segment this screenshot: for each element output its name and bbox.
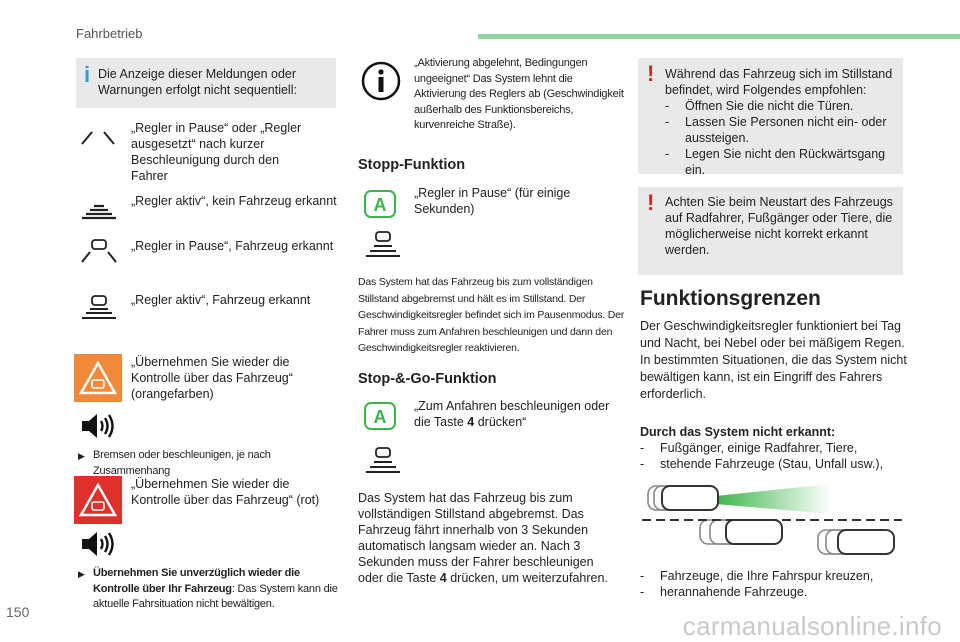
stopp-item: „Regler in Pause“ (für einige Sekunden) (414, 186, 571, 216)
svg-text:A: A (373, 195, 387, 215)
list-item: - stehende Fahrzeuge (Stau, Unfall usw.), (640, 456, 908, 472)
msg-active-vehicle: „Regler aktiv“, Fahrzeug erkannt (131, 293, 311, 307)
stopped-vehicle-icon-2 (362, 446, 404, 474)
final-warning-bold: Übernehmen Sie unverzüglich wieder die Kontrolle über Ihr Fahrzeug (93, 567, 300, 595)
msg-regulator-pause: „Regler in Pause“ oder „Regler ausgesetzt“ nach kurzer Beschleunigung durch den Fahrer (131, 121, 302, 183)
vehicle-detected-icon (78, 238, 120, 264)
info-icon (360, 60, 402, 102)
limits-heading: Funktionsgrenzen (640, 287, 821, 310)
not-detected-label: Durch das System nicht erkannt: (640, 425, 836, 439)
warning-box-1-content (665, 66, 899, 178)
warning-item: - Legen Sie nicht den Rückwärtsgang ein. (665, 146, 899, 178)
not-detected-list-1 (640, 440, 908, 472)
msg-takeover-orange: „Übernehmen Sie wieder die Kontrolle über das Fahrzeug“ (orangefarben) (131, 355, 293, 401)
stop-go-item (414, 398, 614, 430)
section-header: Fahrbetrieb (76, 26, 143, 41)
red-warning-icon (74, 476, 122, 524)
msg-pause-vehicle: „Regler in Pause“, Fahrzeug erkannt (131, 239, 334, 253)
activation-refused-text: „Aktivierung abgelehnt, Bedingungen ungeeignet“ Das System lehnt die Aktivierung des Reglers ab (Geschwindigkeit außerhalb des Funktionsbereichs, kurvenreiche Straße). (414, 57, 624, 131)
info-note-text: Die Anzeige dieser Meldungen oder Warnungen erfolgt nicht sequentiell: (98, 67, 297, 97)
limits-paragraph: Der Geschwindigkeitsregler funktioniert bei Tag und Nacht, bei Nebel oder bei mäßigem Regen. In bestimmten Situationen, die das System nicht bewältigen kann, ist ein Eingriff des Fahrers erforderlich. (640, 319, 907, 401)
list-item: - herannahende Fahrzeuge. (640, 584, 908, 600)
svg-text:A: A (373, 407, 387, 427)
stop-go-item-a: „Zum Anfahren beschleunigen oder die Taste (414, 399, 610, 429)
msg-takeover-red: „Übernehmen Sie wieder die Kontrolle über das Fahrzeug“ (rot) (131, 477, 320, 507)
list-item: - Fußgänger, einige Radfahrer, Tiere, (640, 440, 908, 456)
not-detected-list-2 (640, 568, 908, 600)
bullet-arrow-icon: ▶ (78, 451, 85, 461)
stop-go-para-a: Das System hat das Fahrzeug bis zum vollständigen Stillstand abgebremst. Das Fahrzeug fährt innerhalb von 3 Sekunden automatisch langsam wieder an. Nach 3 Sekunden muss der Fahrer beschleunigen oder die Taste (358, 491, 594, 585)
stopp-heading: Stopp-Funktion (358, 157, 466, 173)
stop-go-paragraph (358, 490, 620, 586)
watermark: carmanualsonline.info (682, 611, 942, 641)
warning-item: - Öffnen Sie die nicht die Türen. (665, 98, 899, 114)
stop-go-item-b: drücken“ (474, 415, 527, 429)
auto-a-icon-2 (364, 402, 396, 430)
bullet-arrow-icon-2: ▶ (78, 569, 85, 579)
warning-box-2-text: Achten Sie beim Neustart des Fahrzeugs auf Radfahrer, Fußgänger oder Tiere, die möglicherweise nicht korrekt erkannt werden. (665, 195, 893, 257)
final-warning-rest: : Das System kann die aktuelle Fahrsituation nicht bewältigen. (93, 582, 338, 610)
vehicle-active-icon (78, 294, 120, 320)
speaker-icon (80, 412, 116, 440)
list-item: - Fahrzeuge, die Ihre Fahrspur kreuzen, (640, 568, 908, 584)
header-accent-bar (478, 34, 960, 39)
car-row-icon (640, 480, 905, 562)
stopped-vehicle-icon (362, 230, 404, 258)
stop-go-para-key: 4 (439, 571, 447, 585)
warning-triangle-icon (74, 354, 122, 402)
stopp-paragraph: Das System hat das Fahrzeug bis zum vollständigen Stillstand abgebremst und hält es im Stillstand. Der Geschwindigkeitsregler befindet sich im Pausenmodus. Der Fahrer muss zum Anfahren beschleunigen und dann den Geschwindigkeitsregler reaktivieren. (358, 276, 625, 354)
info-marker-icon: i (84, 62, 91, 87)
warning-item: - Lassen Sie Personen nicht ein- oder aussteigen. (665, 114, 899, 146)
stop-go-item-key: 4 (467, 415, 475, 429)
stop-go-para-b: drücken, um weiterzufahren. (446, 571, 608, 585)
regulator-pause-icon (78, 126, 118, 148)
brake-note: Bremsen oder beschleunigen, je nach Zusammenhang (93, 449, 271, 477)
warning-excl-icon: ! (647, 61, 655, 86)
final-warning (93, 566, 343, 613)
stop-go-heading: Stop-&-Go-Funktion (358, 371, 497, 387)
auto-a-icon (364, 190, 396, 218)
speaker-icon-2 (80, 530, 116, 558)
road-lines-icon (78, 198, 120, 220)
page-number: 150 (6, 604, 30, 620)
warning-intro: Während das Fahrzeug sich im Stillstand befindet, wird Folgendes empfohlen: (665, 67, 893, 97)
msg-regulator-active: „Regler aktiv“, kein Fahrzeug erkannt (131, 194, 337, 208)
warning-excl-icon-2: ! (647, 190, 655, 215)
